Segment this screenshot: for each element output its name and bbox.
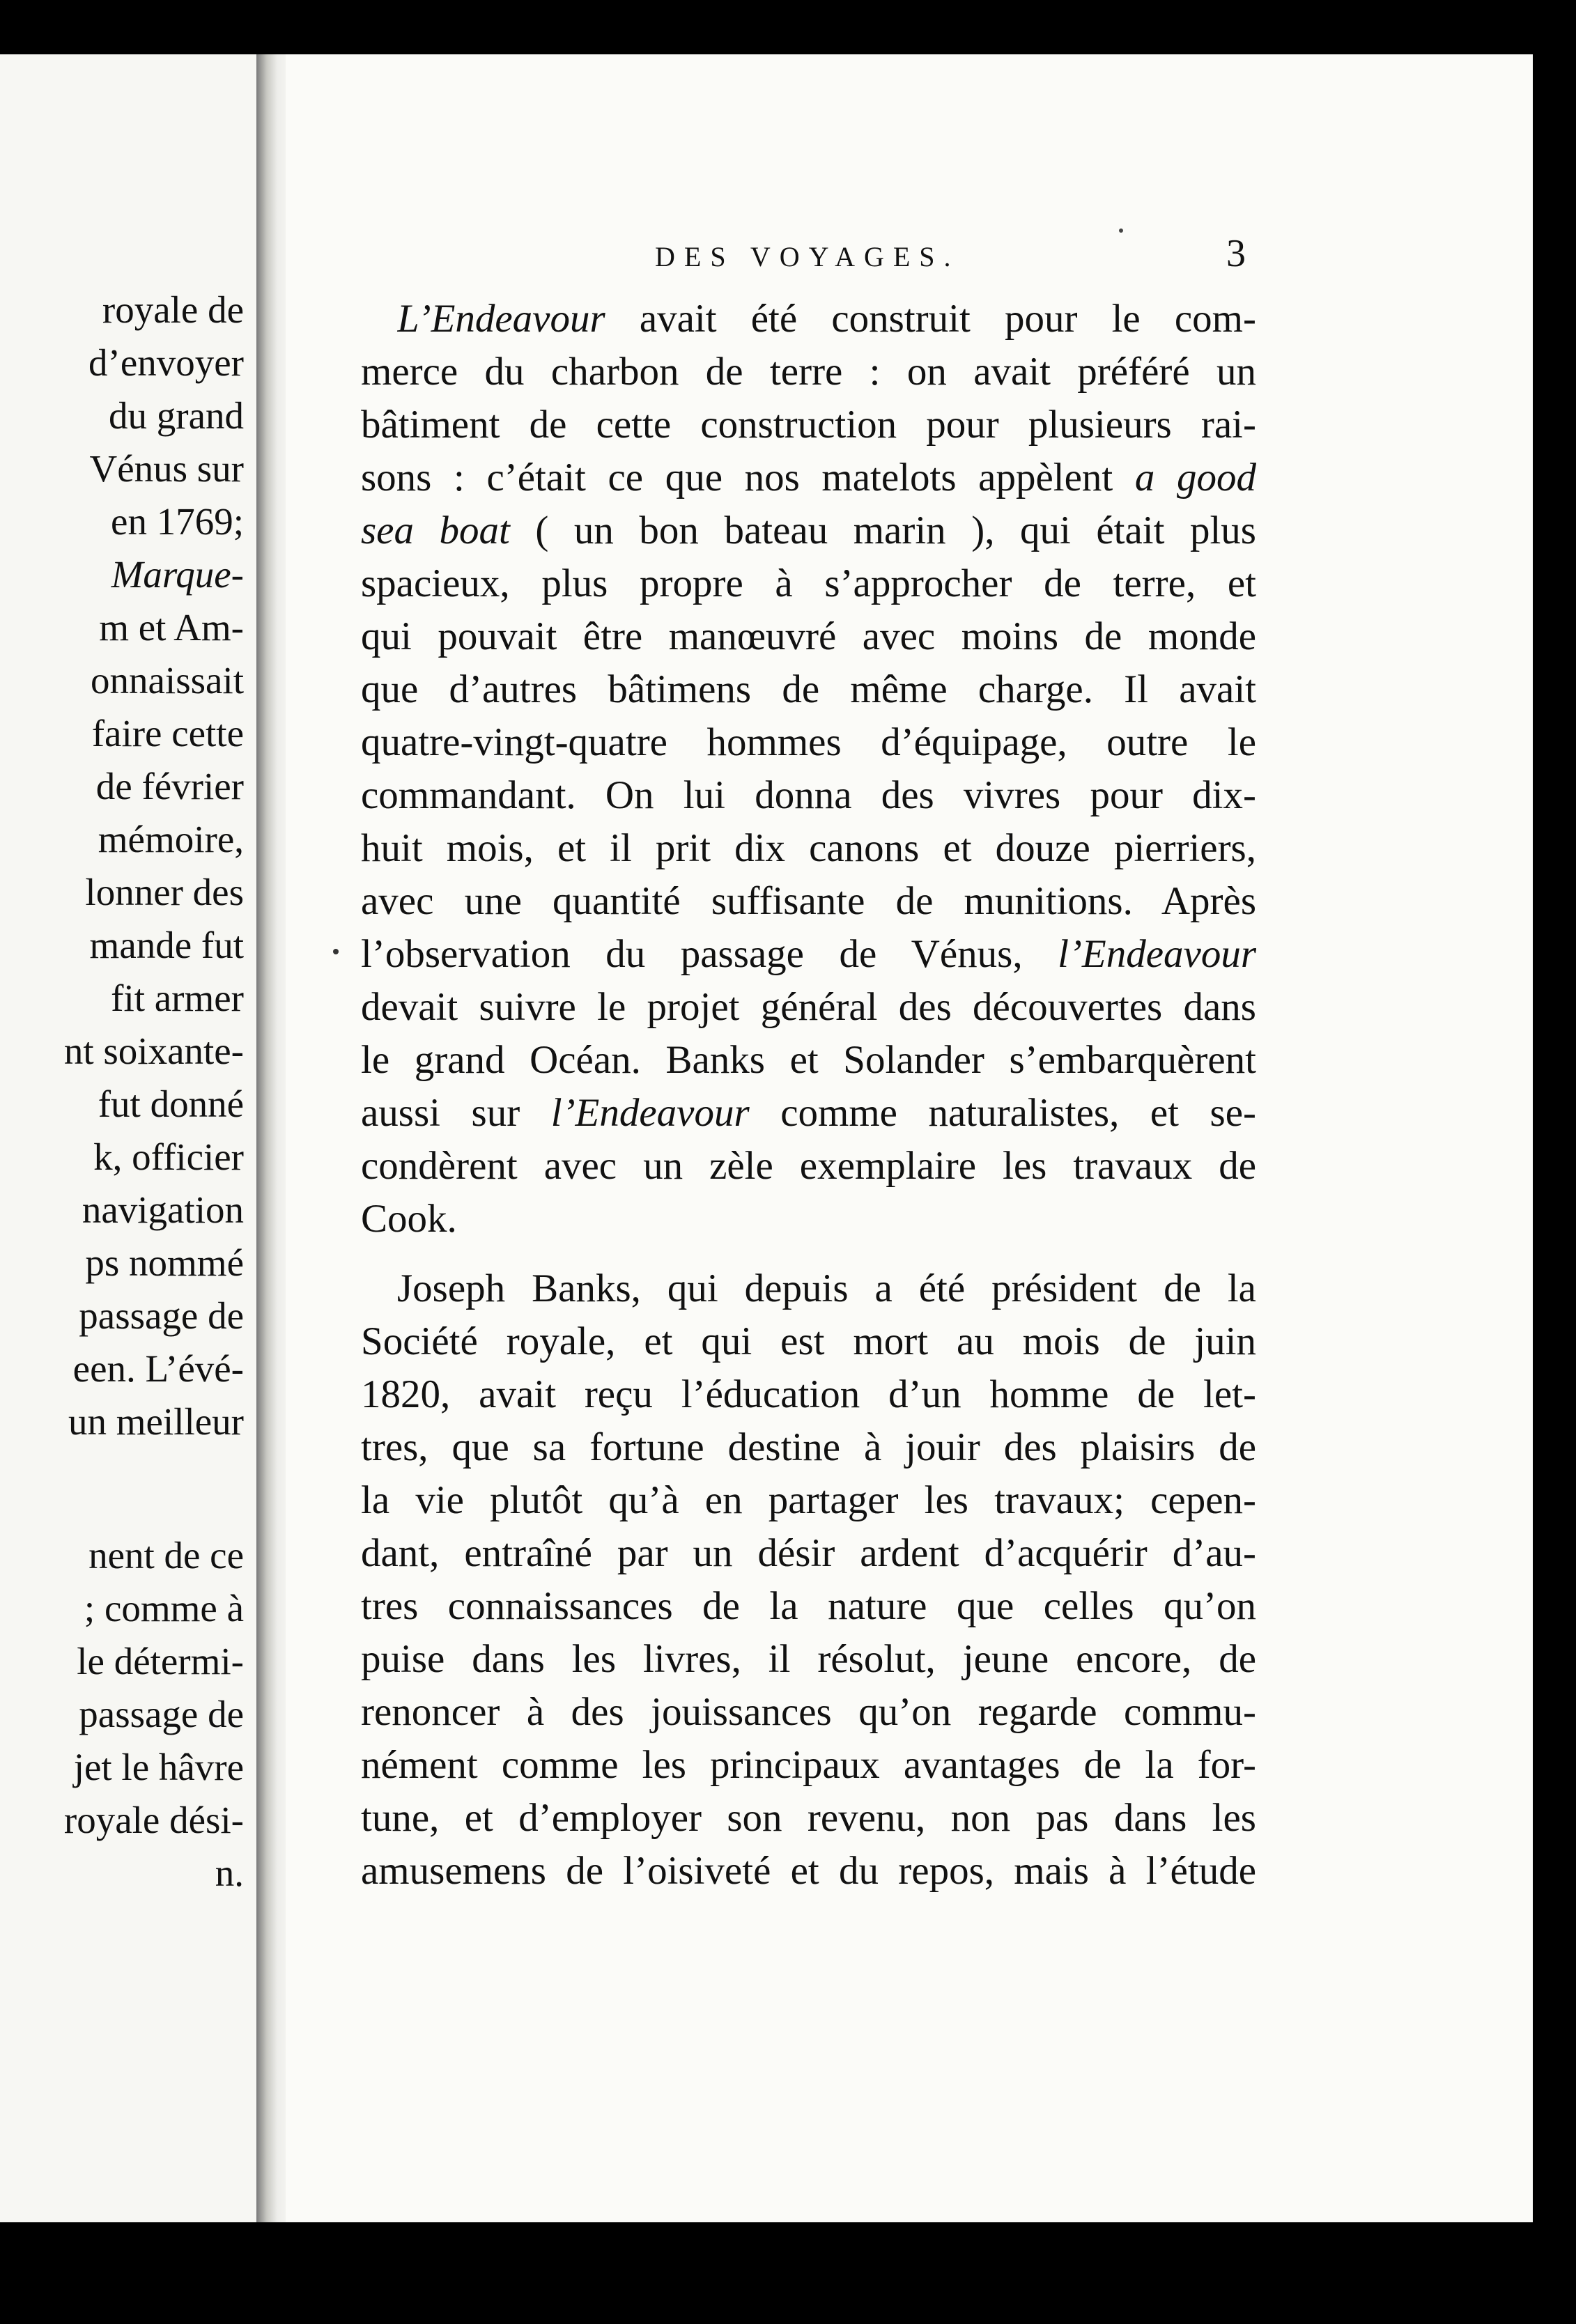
text-line: devait suivre le projet général des découvertes dans xyxy=(361,985,1256,1029)
text-line: quatre-vingt-quatre hommes d’équipage, outre le xyxy=(361,720,1256,764)
text-line: la vie plutôt qu’à en partager les travaux; cepen- xyxy=(361,1478,1256,1522)
left-page-line: fit armer xyxy=(111,977,244,1019)
text-line: spacieux, plus propre à s’approcher de terre, et xyxy=(361,561,1256,605)
text-line: tune, et d’employer son revenu, non pas dans les xyxy=(361,1796,1256,1840)
left-page-line: onnaissait xyxy=(91,659,244,702)
left-page-line: mémoire, xyxy=(98,818,244,860)
left-page-line: du grand xyxy=(109,394,244,437)
page-number: 3 xyxy=(1226,232,1246,275)
text-line: bâtiment de cette construction pour plusieurs rai- xyxy=(361,403,1256,447)
left-page-line: mande fut xyxy=(89,924,244,966)
left-page-line: Marque- xyxy=(111,553,244,596)
left-page-line: le détermi- xyxy=(77,1640,244,1682)
left-page-line: de février xyxy=(95,765,244,807)
scan-right-border xyxy=(1533,54,1576,2222)
text-line: renoncer à des jouissances qu’on regarde commu- xyxy=(361,1690,1256,1734)
left-page-line: nent de ce xyxy=(88,1534,244,1577)
left-page-line: royale de xyxy=(102,288,244,331)
left-page-line: n. xyxy=(215,1852,244,1894)
text-line: 1820, avait reçu l’éducation d’un homme de let- xyxy=(361,1372,1256,1416)
left-page-line: Vénus sur xyxy=(89,447,244,490)
text-line: Cook. xyxy=(361,1197,457,1241)
text-line: L’Endeavour avait été construit pour le com- xyxy=(397,297,1256,341)
margin-mark xyxy=(333,949,339,954)
left-page-line: passage de xyxy=(79,1294,244,1337)
left-page-line: royale dési- xyxy=(63,1799,244,1841)
text-line: tres, que sa fortune destine à jouir des plaisirs de xyxy=(361,1425,1256,1469)
text-line: merce du charbon de terre : on avait préféré un xyxy=(361,350,1256,394)
scan-bottom-border xyxy=(0,2222,1576,2324)
text-line: nément comme les principaux avantages de la for- xyxy=(361,1743,1256,1787)
left-page-line: m et Am- xyxy=(99,606,244,649)
text-line: l’observation du passage de Vénus, l’Endeavour xyxy=(361,932,1256,976)
text-line: le grand Océan. Banks et Solander s’embarquèrent xyxy=(361,1038,1256,1082)
text-line: qui pouvait être manœuvré avec moins de monde xyxy=(361,614,1256,658)
text-line: que d’autres bâtimens de même charge. Il avait xyxy=(361,667,1256,711)
text-line: dant, entraîné par un désir ardent d’acquérir d’au- xyxy=(361,1531,1256,1575)
text-line: tres connaissances de la nature que celles qu’on xyxy=(361,1584,1256,1628)
left-page-line: een. L’évé- xyxy=(72,1347,244,1390)
left-page-line: ; comme à xyxy=(84,1587,244,1629)
running-head-dot xyxy=(1119,228,1123,233)
text-line: huit mois, et il prit dix canons et douze pierriers, xyxy=(361,826,1256,870)
left-page-line: ps nommé xyxy=(85,1241,244,1284)
text-line: condèrent avec un zèle exemplaire les travaux de xyxy=(361,1144,1256,1188)
left-page-line: en 1769; xyxy=(111,500,244,543)
text-line: amusemens de l’oisiveté et du repos, mais à l’étude xyxy=(361,1849,1256,1893)
text-line: commandant. On lui donna des vivres pour dix- xyxy=(361,773,1256,817)
text-line: sea boat ( un bon bateau marin ), qui était plus xyxy=(361,509,1256,552)
scan-top-border xyxy=(0,0,1576,54)
text-line: avec une quantité suffisante de munitions. Après xyxy=(361,879,1256,923)
left-page-line: d’envoyer xyxy=(88,341,244,384)
left-page-line: k, officier xyxy=(93,1136,244,1178)
text-line: sons : c’était ce que nos matelots appèlent a good xyxy=(361,456,1256,499)
text-line: Société royale, et qui est mort au mois de juin xyxy=(361,1319,1256,1363)
left-page-line: nt soixante- xyxy=(63,1030,244,1072)
left-page-line: jet le hâvre xyxy=(73,1746,244,1788)
text-line: aussi sur l’Endeavour comme naturalistes, et se- xyxy=(361,1091,1256,1135)
left-page-line: fut donné xyxy=(98,1083,244,1125)
running-head: DES VOYAGES. xyxy=(655,241,960,272)
text-line: Joseph Banks, qui depuis a été président de la xyxy=(397,1266,1256,1310)
text-line: puise dans les livres, il résolut, jeune encore, de xyxy=(361,1637,1256,1681)
left-page-line: navigation xyxy=(82,1188,244,1231)
left-page-line: un meilleur xyxy=(68,1400,244,1443)
left-page-line: faire cette xyxy=(91,712,244,754)
left-page-fragment xyxy=(0,54,258,2222)
left-page-line: lonner des xyxy=(85,871,244,913)
left-page-line: passage de xyxy=(79,1693,244,1735)
